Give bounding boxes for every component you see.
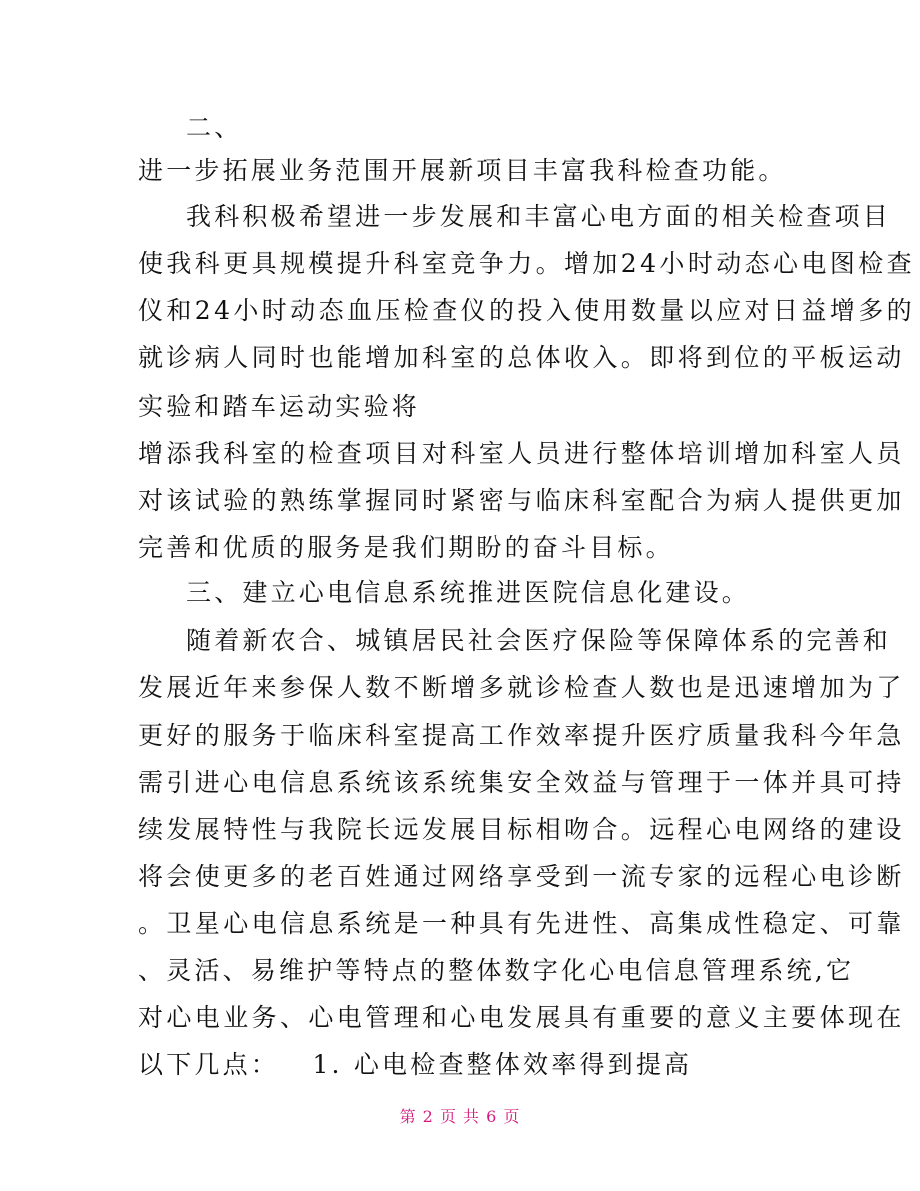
paragraph-line: 、灵活、易维护等特点的整体数字化心电信息管理系统,它 (138, 956, 855, 985)
paragraph-line: 实验和踏车运动实验将 (138, 392, 421, 421)
paragraph-line: 就诊病人同时也能增加科室的总体收入。即将到位的平板运动 (138, 343, 905, 372)
paragraph-line: 使我科更具规模提升科室竞争力。增加24小时动态心电图检查 (138, 249, 916, 278)
paragraph-line: 需引进心电信息系统该系统集安全效益与管理于一体并具可持 (138, 768, 905, 797)
paragraph-line: 将会使更多的老百姓通过网络享受到一流专家的远程心电诊断 (138, 862, 905, 891)
paragraph-line: 完善和优质的服务是我们期盼的奋斗目标。 (138, 533, 674, 562)
paragraph-line: 更好的服务于临床科室提高工作效率提升医疗质量我科今年急 (138, 721, 905, 750)
paragraph-line: 仪和24小时动态血压检查仪的投入使用数量以应对日益增多的 (138, 296, 916, 325)
paragraph-line: 随着新农合、城镇居民社会医疗保险等保障体系的完善和 (186, 626, 892, 655)
paragraph-line: 续发展特性与我院长远发展目标相吻合。远程心电网络的建设 (138, 815, 905, 844)
paragraph-line: 我科积极希望进一步发展和丰富心电方面的相关检查项目 (186, 202, 892, 231)
paragraph-line: 进一步拓展业务范围开展新项目丰富我科检查功能。 (138, 156, 787, 185)
paragraph-line: 以下几点： 1. 心电检查整体效率得到提高 (138, 1050, 693, 1079)
page-number-footer: 第 2 页 共 6 页 (399, 1107, 521, 1126)
section-heading-two: 二、 (186, 113, 243, 142)
paragraph-line: 对心电业务、心电管理和心电发展具有重要的意义主要体现在 (138, 1003, 905, 1032)
paragraph-line: 发展近年来参保人数不断增多就诊检查人数也是迅速增加为了 (138, 673, 905, 702)
section-heading-three: 三、建立心电信息系统推进医院信息化建设。 (186, 578, 751, 607)
paragraph-line: 。卫星心电信息系统是一种具有先进性、高集成性稳定、可靠 (138, 909, 905, 938)
paragraph-line: 对该试验的熟练掌握同时紧密与临床科室配合为病人提供更加 (138, 486, 905, 515)
paragraph-line: 增添我科室的检查项目对科室人员进行整体培训增加科室人员 (138, 439, 905, 468)
